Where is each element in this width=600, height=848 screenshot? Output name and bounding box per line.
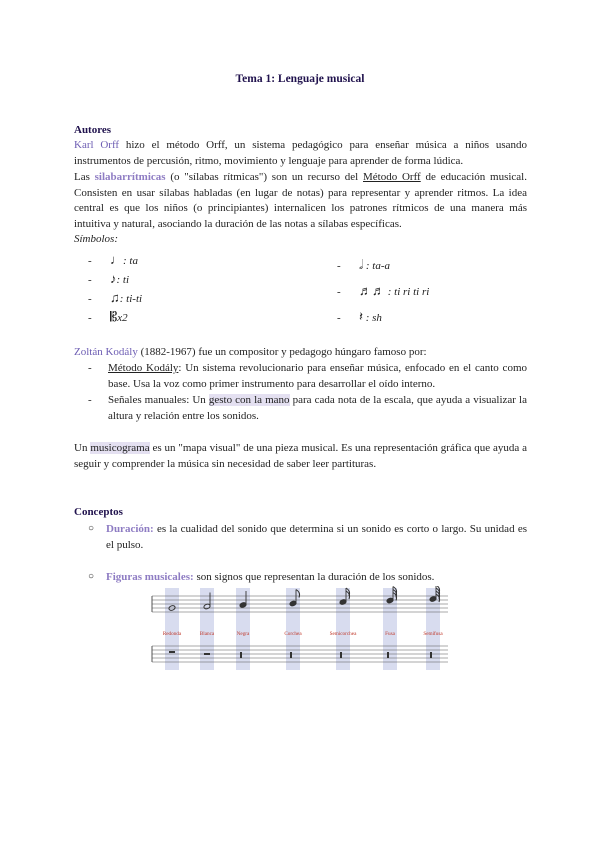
orff-paragraph <box>74 138 527 169</box>
gesto-highlight: gesto con la mano <box>208 394 290 406</box>
silabarritmicas-paragraph <box>74 170 527 248</box>
figuras-term: Figuras musicales: <box>106 571 194 583</box>
page-title: Tema 1: Lenguaje musical <box>235 73 365 85</box>
rest-icon <box>387 652 389 658</box>
symbol-left-2: - ♫: ti-ti <box>88 290 143 305</box>
rest-icon <box>240 652 242 658</box>
orff-name: Karl Orff <box>74 139 120 151</box>
simbolos-label: Símbolos: <box>74 233 118 245</box>
symbol-right-0: - 𝅗𝅥 : ta-a <box>337 257 391 272</box>
senales-post: para cada nota de la escala, que ayuda a visualizar la altura y relación entre los sonidos. <box>108 394 527 422</box>
figuras-bullet: ○ Figuras musicales: son signos que representan la duración de los sonidos. <box>88 571 435 583</box>
note-symbol-icon: 𝄽 <box>359 309 363 324</box>
metodo-kodaly-text: : Un sistema revolucionario para enseñar música, enfocado en el canto como base. Usa la voz como primer instrumento para desarrollar el oído interno. <box>108 362 527 390</box>
figure-label: Redonda <box>162 631 182 637</box>
symbol-syllable: x2 <box>117 312 128 324</box>
kodaly-name: Zoltán Kodály <box>74 346 138 358</box>
symbol-left-1: - ♪: ti <box>88 271 130 286</box>
note-symbol-icon: ♪ <box>110 271 117 286</box>
metodo-kodaly-link[interactable]: Método Kodály <box>108 362 179 374</box>
rest-icon <box>204 653 210 655</box>
symbol-syllable: : ti ri ti ri <box>385 286 430 298</box>
symbol-left-3: - 𝄡x2 <box>88 309 128 324</box>
figure-label: Fusa <box>385 631 395 637</box>
symbol-right-2: - 𝄽 : sh <box>337 309 382 324</box>
musicograma-term: musicograma <box>90 442 150 454</box>
musicograma-post: es un "mapa visual" de una pieza musical. Es una representación gráfica que ayuda a seguir y comprender la música sin necesidad de saber leer partituras. <box>74 442 527 470</box>
note-symbol-icon: 𝄡 <box>110 309 118 324</box>
symbol-syllable: : ti <box>116 274 130 286</box>
senales-pre: Señales manuales: Un <box>108 394 209 406</box>
symbol-right-1: - ♬♬ : ti ri ti ri <box>337 283 430 298</box>
section-heading-autores: Autores <box>74 124 112 136</box>
section-heading-conceptos: Conceptos <box>74 506 123 518</box>
symbol-syllable: : ta-a <box>363 260 391 272</box>
rest-icon <box>169 651 175 653</box>
note-symbol-icon: ♬♬ <box>359 283 385 298</box>
figure-label: Blanca <box>199 631 215 637</box>
symbol-syllable: : sh <box>362 312 382 324</box>
kodaly-intro-text: (1882-1967) fue un compositor y pedagogo húngaro famoso por: <box>137 346 427 358</box>
figuras-text: son signos que representan la duración de los sonidos. <box>193 571 435 583</box>
figure-label: Semifusa <box>423 631 443 637</box>
symbol-left-0: - ♩: ta <box>88 252 138 267</box>
symbol-syllable: : ti-ti <box>119 293 143 305</box>
note-symbol-icon: 𝅗𝅥 <box>359 257 364 272</box>
figure-label: Corchea <box>284 631 302 637</box>
silabarritmicas-term: silabarrítmicas <box>94 171 166 183</box>
kodaly-item-metodo: - Método Kodály: Un sistema revolucionario para enseñar música, enfocado en el canto como base. Usa la voz como primer instrumento para desarrollar el oído interno. <box>88 362 527 390</box>
kodaly-intro <box>74 345 527 361</box>
rest-icon <box>290 652 292 658</box>
orff-text: hizo el método Orff, un sistema pedagógico para enseñar música a niños usando instrumentos de percusión, ritmo, movimiento y lenguaje para aprender de forma lúdica. <box>74 139 527 167</box>
duracion-term: Duración: <box>106 523 154 535</box>
note-symbol-icon: ♩ <box>110 252 123 267</box>
rest-icon <box>430 652 432 658</box>
figure-label: Negra <box>236 631 250 637</box>
duracion-text: es la cualidad del sonido que determina si un sonido es corto o largo. Su unidad es el pulso. <box>106 523 527 551</box>
kodaly-item-senales: - Señales manuales: Un gesto con la mano para cada nota de la escala, que ayuda a visualizar la altura y relación entre los sonidos. <box>88 394 527 422</box>
rest-icon <box>340 652 342 658</box>
musicograma-paragraph <box>74 441 527 472</box>
silab-pre: Las <box>74 171 95 183</box>
symbol-syllable: : ta <box>123 255 138 267</box>
note-symbol-icon: ♫ <box>110 290 120 305</box>
figure-label: Semicorchea <box>329 631 357 637</box>
note-figures-diagram <box>150 586 450 672</box>
silab-mid: (o "sílabas rítmicas") son un recurso del <box>165 171 363 183</box>
silab-post: de educación musical. Consisten en usar sílabas habladas (en lugar de notas) para representar y aprender ritmos. La idea central es que los niños (o principiantes) internalicen los patrones rítmicos de una manera más intuitiva y natural, asociando la duración de las notas a sílabas específicas. <box>74 171 527 230</box>
musicograma-pre: Un <box>74 442 91 454</box>
duracion-bullet: ○ Duración: es la cualidad del sonido que determina si un sonido es corto o largo. Su unidad es el pulso. <box>88 523 527 551</box>
metodo-orff-link[interactable]: Método Orff <box>363 171 421 183</box>
